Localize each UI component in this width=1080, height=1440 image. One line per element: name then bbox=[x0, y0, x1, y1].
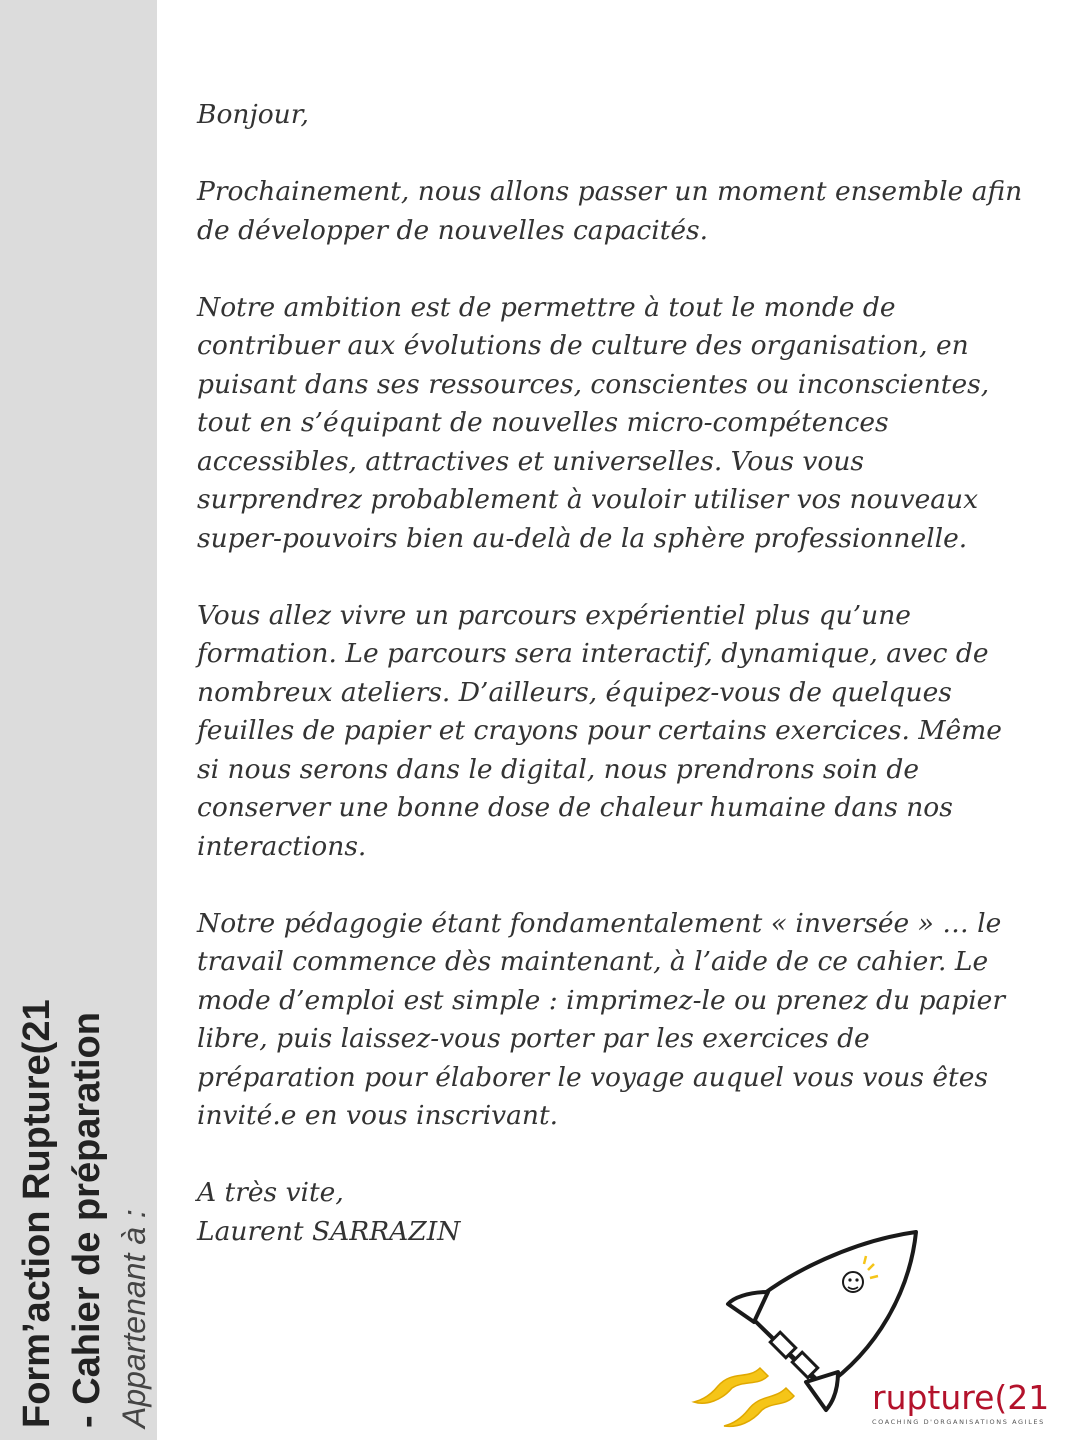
paragraph-intro: Prochainement, nous allons passer un moment ensemble afin de développer de nouvelles capacités. bbox=[197, 176, 1023, 246]
logo-tagline: COACHING D'ORGANISATIONS AGILES bbox=[872, 1418, 1045, 1426]
brand-logo bbox=[872, 1380, 1062, 1436]
logo-wordmark: rupture(21 bbox=[872, 1378, 1050, 1417]
paragraph-ambition: Notre ambition est de permettre à tout le monde de contribuer aux évolutions de culture des organisation, en puisant dans ses ressources, conscientes ou inconscientes, tout en s’équipant de nouvelles micro-compétences accessibles, attractives et universelles. Vous vous surprendrez probablement à vouloir utiliser vos nouveaux super-pouvoirs bien au-delà de la sphère professionnelle. bbox=[197, 291, 990, 554]
closing: A très vite, bbox=[197, 1177, 344, 1208]
signature: Laurent SARRAZIN bbox=[197, 1215, 461, 1247]
document-subtitle: - Cahier de préparation bbox=[66, 1012, 108, 1428]
paragraph-experience: Vous allez vivre un parcours expérientiel plus qu’une formation. Le parcours sera interactif, dynamique, avec de nombreux ateliers. D’ailleurs, équipez-vous de quelques feuilles de papier et crayons pour certains exercices. Même si nous serons dans le digital, nous prendrons soin de conserver une bonne dose de chaleur humaine dans nos interactions. bbox=[197, 599, 1002, 862]
paragraph-pedagogy: Notre pédagogie étant fondamentalement « inversée » … le travail commence dès maintenant, à l’aide de ce cahier. Le mode d’emploi est simple : imprimez-le ou prenez du papier libre, puis laissez-vous porter par les exercices de préparation pour élaborer le voyage auquel vous vous êtes invité.e en vous inscrivant. bbox=[197, 907, 1006, 1131]
document-title: Form’action Rupture(21 bbox=[16, 999, 58, 1428]
letter-body bbox=[197, 96, 1027, 1251]
sidebar-vertical-title bbox=[12, 958, 156, 1428]
owner-label: Appartenant à : bbox=[116, 1209, 152, 1428]
greeting: Bonjour, bbox=[197, 99, 309, 130]
sidebar bbox=[0, 0, 157, 1440]
